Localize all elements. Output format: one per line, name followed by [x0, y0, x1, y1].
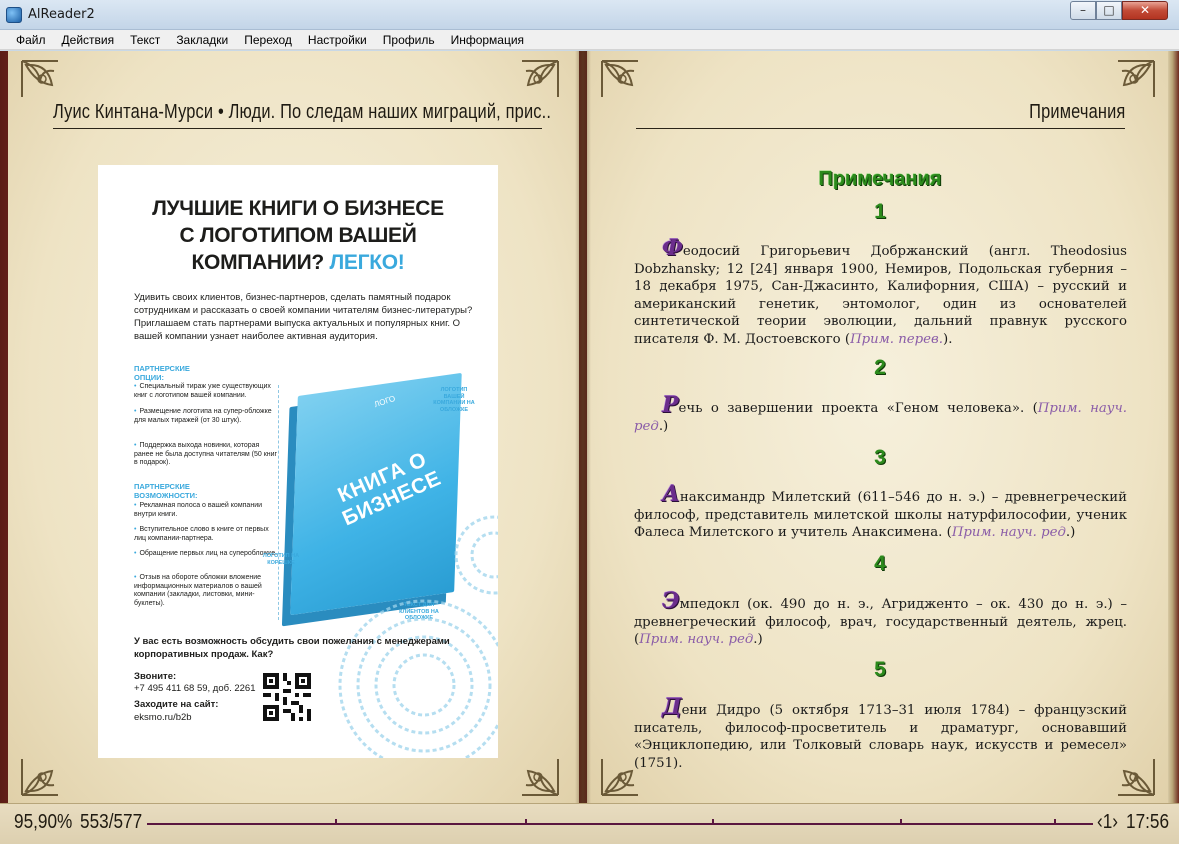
note-number: 2 [874, 356, 886, 379]
ad-cta: У вас есть возможность обсудить свои пожелания с менеджерами корпоративных продаж. Как? [134, 636, 450, 660]
menu-actions[interactable]: Действия [61, 32, 115, 47]
menu-profile[interactable]: Профиль [382, 32, 435, 47]
note-reference[interactable]: Прим. науч. ред [634, 401, 1128, 434]
ad-headline-accent: ЛЕГКО! [329, 251, 405, 274]
note-paragraph [634, 392, 1128, 435]
note-tail: .) [1065, 525, 1076, 541]
ad-headline-line3 [98, 249, 498, 276]
note-reference[interactable]: Прим. науч. ред [951, 525, 1066, 541]
title-bar [0, 0, 1179, 30]
ad-headline-line2: С ЛОГОТИПОМ ВАШЕЙ [179, 224, 417, 247]
ad-caption-cover: ЛОГОТИП ВАШЕЙ КОМПАНИИ НА ОБЛОЖКЕ [433, 387, 475, 413]
chapter-tick [335, 819, 337, 825]
ad-site-label: Заходите на сайт: [134, 699, 219, 710]
ad-headline-last: КОМПАНИИ? [191, 251, 324, 274]
corner-ornament-icon [598, 57, 660, 119]
note-body: еодосий Григорьевич Добржанский (англ. Theodosius Dobzhansky; 12 [24] января 1900, Немиров, Подольская губерния – 18 декабря 1975, Сан-Джасинто, Калифорния, США) – русский и американский генетик, энтомолог, один из основателей синтетической теории эволюции, дальний правнук русского писателя Ф. М. Достоевского ( [634, 244, 1127, 347]
menu-text[interactable]: Текст [130, 32, 161, 47]
note-number: 4 [874, 552, 886, 575]
ad-bullet: • Отзыв на обороте обложки вложение информационных материалов о вашей компании (закладки, листовки, мини-буклеты). [134, 574, 280, 608]
book-ad-image [98, 165, 498, 758]
corner-ornament-icon [500, 737, 562, 799]
ad-phone: +7 495 411 68 59, доб. 2261 [134, 683, 256, 694]
note-number: 5 [874, 658, 886, 681]
minimize-button[interactable]: – [1070, 1, 1096, 20]
note-paragraph [634, 235, 1127, 349]
note-body: мпедокл (ок. 490 до н. э., Агридженто – ок. 430 до н. э.) – древнегреческий философ, врач, государственный деятель, жрец. ( [634, 597, 1127, 648]
note-tail: .) [753, 632, 763, 648]
ad-caption-text: ТЕКСТ ДЛЯ КЛИЕНТОВ НА ОБЛОЖКЕ [399, 602, 439, 621]
note-paragraph [634, 481, 1127, 542]
note-reference[interactable]: Прим. перев. [850, 331, 944, 347]
progress-position-marker[interactable] [1054, 819, 1056, 825]
chapter-tick [900, 819, 902, 825]
note-paragraph [634, 588, 1127, 649]
ad-section2-title: ПАРТНЕРСКИЕ ВОЗМОЖНОСТИ: [134, 482, 198, 500]
maximize-button[interactable]: □ [1096, 1, 1122, 20]
left-header-rule [53, 128, 542, 129]
page-edge [1168, 51, 1179, 803]
menu-settings[interactable]: Настройки [307, 32, 367, 47]
menu-bar [0, 30, 1179, 50]
ad-divider [278, 385, 279, 620]
right-header-rule [636, 128, 1125, 129]
left-page-header: Луис Кинтана-Мурси • Люди. По следам наших миграций, прис.. [53, 101, 552, 123]
ad-headline [98, 195, 498, 276]
ad-book-title: КНИГА О БИЗНЕСЕ [334, 447, 445, 531]
drop-cap: Д [662, 694, 682, 720]
clock: 17:56 [1126, 811, 1170, 833]
note-tail: .) [658, 418, 669, 434]
right-page-header: Примечания [1028, 101, 1125, 123]
note-tail: ). [943, 331, 953, 347]
window-title: AlReader2 [28, 7, 95, 22]
note-paragraph [634, 694, 1127, 772]
ad-bullet: • Размещение логотипа на супер-обложке для малых тиражей (от 30 штук). [134, 408, 280, 425]
status-bar [0, 803, 1179, 844]
ad-call-label: Звоните: [134, 671, 177, 682]
app-icon [6, 7, 22, 23]
ad-bullet: • Рекламная полоса о вашей компании внутри книги. [134, 502, 280, 519]
ad-headline-line1: ЛУЧШИЕ КНИГИ О БИЗНЕСЕ [152, 197, 444, 220]
ad-site: eksmo.ru/b2b [134, 712, 192, 723]
menu-navigate[interactable]: Переход [244, 32, 292, 47]
drop-cap: Э [662, 588, 680, 614]
ad-book-logo: ЛОГО [373, 393, 397, 410]
note-body: ени Дидро (5 октября 1713–31 июля 1784) – французский писатель, философ-просветитель и драматург, основавший «Энциклопедию, или Толковый словарь наук, искусств и ремесел» (1751). [634, 703, 1127, 771]
menu-info[interactable]: Информация [450, 32, 525, 47]
note-number: 1 [874, 200, 886, 223]
page-marker[interactable]: ‹1› [1097, 811, 1119, 833]
note-body: ечь о завершении проекта «Геном человека». ( [678, 401, 1038, 416]
chapter-tick [712, 819, 714, 825]
page-counter[interactable]: 553/577 [80, 811, 143, 833]
book-spine [575, 51, 591, 803]
chapter-tick [525, 819, 527, 825]
ad-bullet: • Специальный тираж уже существующих книг с логотипом вашей компании. [134, 383, 280, 400]
drop-cap: Ф [662, 235, 683, 261]
menu-file[interactable]: Файл [16, 32, 46, 47]
progress-percent: 95,90% [14, 811, 73, 833]
ad-text-swirl-icon [314, 495, 498, 758]
note-number: 3 [874, 446, 886, 469]
ad-bullet: • Поддержка выхода новинки, которая ранее не была доступна читателям (50 книг в подарок). [134, 442, 280, 468]
notes-title: Примечания [818, 168, 942, 190]
ad-bullet: • Вступительное слово в книге от первых лиц компании-партнера. [134, 526, 280, 543]
ad-caption-spine: ЛОГОТИП НА КОРЕШКЕ [262, 553, 300, 566]
ad-section1-title: ПАРТНЕРСКИЕ ОПЦИИ: [134, 364, 190, 382]
note-body: наксимандр Милетский (611–546 до н. э.) – древнегреческий философ, представитель милетской школы натурфилософии, ученик Фалеса Милетского и учитель Анаксимена. ( [634, 490, 1127, 541]
note-reference[interactable]: Прим. науч. ред [639, 632, 754, 648]
drop-cap: Р [662, 392, 679, 418]
menu-bookmarks[interactable]: Закладки [176, 32, 229, 47]
reading-progress-bar[interactable] [147, 823, 1093, 825]
ad-bullet: • Обращение первых лиц на суперобложке. [134, 550, 280, 559]
corner-ornament-icon [18, 737, 80, 799]
close-button[interactable]: ✕ [1122, 1, 1168, 20]
drop-cap: А [662, 481, 680, 507]
ad-intro: Удивить своих клиентов, бизнес-партнеров, сделать памятный подарок сотрудникам и рассказать о своей компании читателям бизнес-литературы? Приглашаем стать партнерами выпуска актуальных и популярных книг. О вашей компании узнает наиболее активная аудитория. [134, 292, 473, 342]
qr-code-icon [263, 673, 311, 721]
